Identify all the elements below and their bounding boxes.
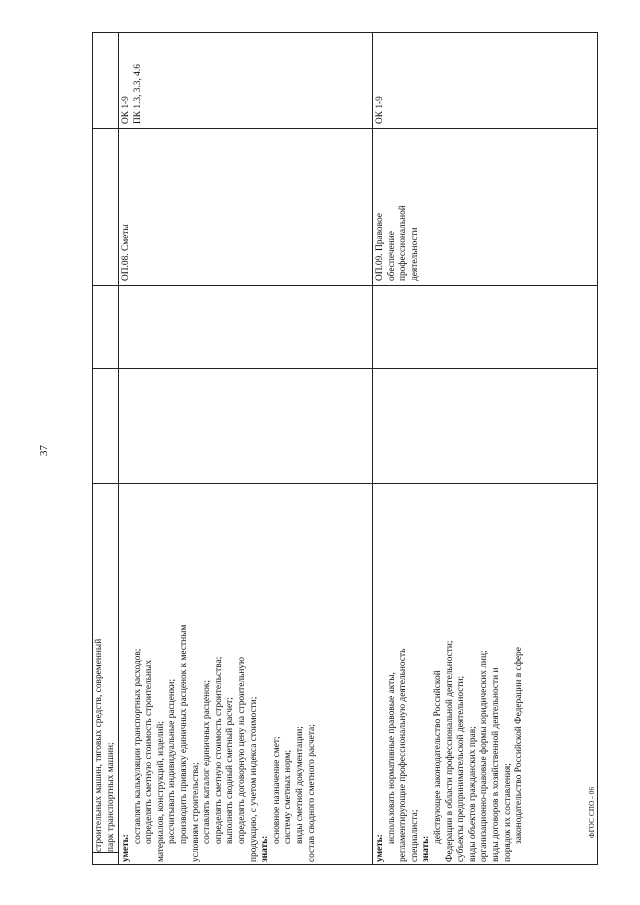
row-2-text: [375, 640, 526, 862]
competency-line: ОК 1-9: [121, 96, 131, 124]
text-line: законодательство Российской Федерации в сфере: [514, 647, 525, 844]
discipline-line: ОП.09. Правовое: [375, 213, 385, 281]
text-line: парк транспортных машин;: [105, 742, 116, 852]
text-line: продукцию, с учетом индекса стоимости;: [248, 696, 259, 862]
text-line: определять договорную цену на строительную: [236, 656, 247, 844]
text-line: субъекты предпринимательской деятельности;: [456, 675, 467, 862]
discipline-line: профессиональной: [398, 205, 409, 281]
competency-line: ПК 1.3, 3.3, 4.6: [132, 64, 143, 124]
row-1-text: [121, 625, 318, 862]
grid-line: [92, 32, 93, 865]
grid-line: [92, 32, 598, 33]
text-line: выполнять сводный сметный расчет;: [225, 697, 236, 844]
page-number: 37: [38, 445, 50, 456]
text-line: условиям строительства;: [190, 762, 201, 862]
text-line: знать:: [260, 835, 271, 862]
text-line: Федерации в области профессиональной деятельности;: [444, 640, 455, 862]
competency-line: ОК 1-9: [375, 96, 385, 124]
text-line: порядок их составления;: [502, 763, 513, 862]
text-line: специалиста;: [409, 809, 420, 862]
text-line: регламентирующие профессиональную деятельность: [398, 648, 409, 862]
row-2-competencies: [375, 96, 387, 124]
text-line: составлять калькуляции транспортных расходов;: [132, 648, 143, 844]
discipline-line: деятельности: [409, 227, 420, 281]
text-line: уметь:: [375, 834, 385, 862]
text-line: составлять каталог единичных расценок;: [202, 680, 213, 844]
text-line: определять сметную стоимость строительства;: [213, 656, 224, 844]
text-line: виды объектов гражданских прав;: [467, 726, 478, 862]
row-2-discipline: [375, 205, 421, 281]
text-line: состав сводного сметного расчета;: [306, 724, 317, 862]
grid-line: [118, 32, 119, 865]
grid-line: [92, 852, 118, 853]
grid-line: [92, 864, 598, 865]
grid-line: [597, 32, 598, 865]
row-1-discipline: [121, 224, 133, 281]
grid-line: [92, 128, 598, 129]
text-line: рассчитывать индивидуальные расценки;: [167, 678, 178, 844]
text-line: систему сметных норм;: [283, 749, 294, 844]
footer-label: ФГОС СПО - 06: [588, 786, 596, 838]
text-line: знать:: [421, 835, 432, 862]
text-line: действующее законодательство Российской: [432, 670, 443, 844]
grid-line: [92, 483, 598, 484]
text-line: основное назначение смет;: [271, 736, 282, 844]
text-line: использовать нормативные правовые акты,: [386, 672, 397, 844]
discipline-line: обеспечение: [386, 231, 397, 281]
row-0-text: [94, 639, 117, 852]
text-line: определять сметную стоимость строительных: [144, 659, 155, 844]
text-line: материалов, конструкций, изделий;: [155, 721, 166, 862]
text-line: уметь:: [121, 834, 131, 862]
text-line: виды сметной документации;: [294, 726, 305, 844]
grid-line: [372, 32, 373, 865]
text-line: организационно-правовые формы юридических лиц;: [479, 650, 490, 862]
grid-line: [92, 285, 598, 286]
grid-line: [92, 368, 598, 369]
text-line: строительных машин, тяговых средств, современный: [94, 638, 104, 852]
text-line: производить привязку единичных расценок к местным: [178, 624, 189, 844]
discipline-line: ОП.08. Сметы: [121, 224, 131, 281]
text-line: виды договоров в хозяйственной деятельности и: [490, 667, 501, 862]
row-1-competencies: [121, 64, 144, 124]
